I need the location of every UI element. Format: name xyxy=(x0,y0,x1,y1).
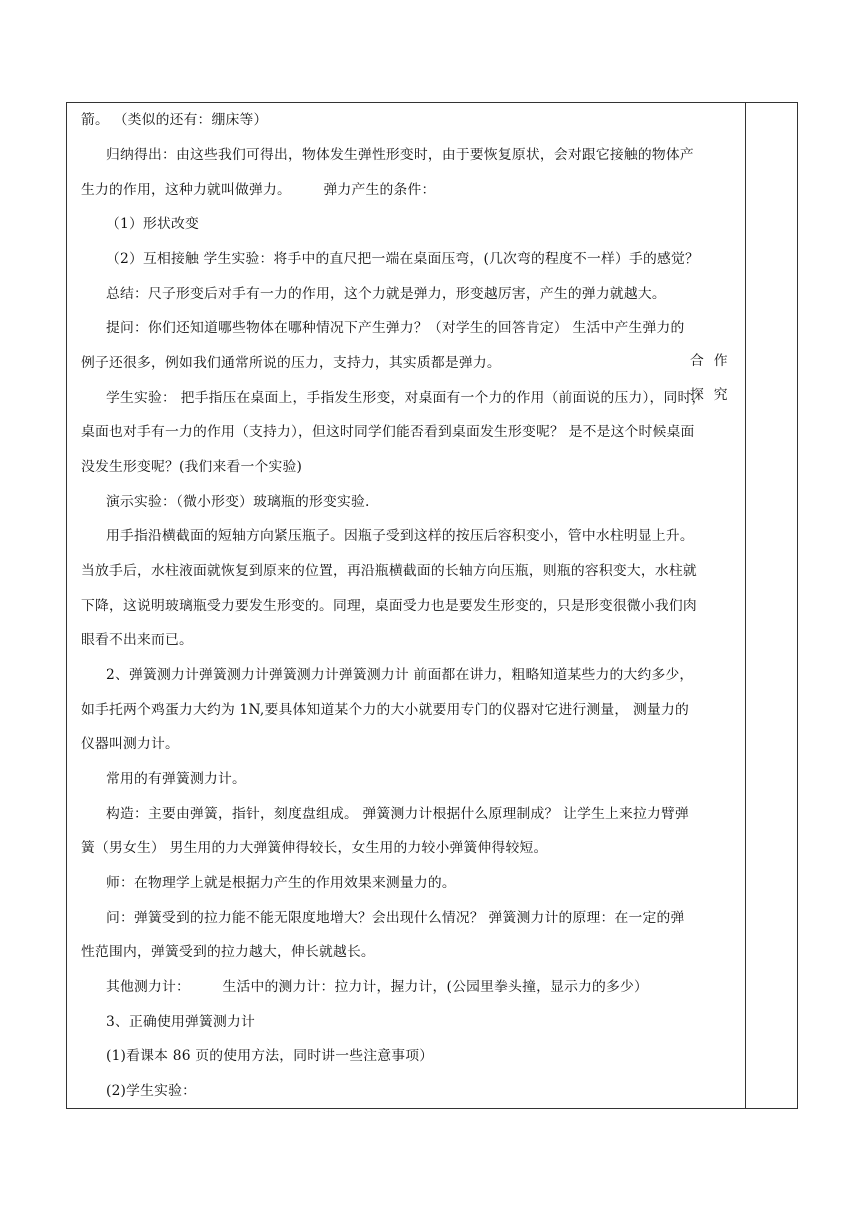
text-line: 学生实验： 把手指压在桌面上，手指发生形变，对桌面有一个力的作用（前面说的压力），同时， xyxy=(106,390,706,406)
text-line: 仪器叫测力计。 xyxy=(81,736,179,752)
column-divider xyxy=(745,103,746,1108)
text-line: 眼看不出来而已。 xyxy=(81,632,193,648)
text-line: 3、正确使用弹簧测力计 xyxy=(106,1014,255,1030)
text-line: 演示实验：（微小形变）玻璃瓶的形变实验. xyxy=(106,494,370,510)
text-line: 性范围内，弹簧受到的拉力越大，伸长就越长。 xyxy=(81,944,375,960)
text-line: (1)看课本 86 页的使用方法，同时讲一些注意事项） xyxy=(106,1048,434,1064)
text-line: (2)学生实验： xyxy=(106,1083,197,1099)
text-line: （2）互相接触 学生实验：将手中的直尺把一端在桌面压弯，(几次弯的程度不一样）手的感觉？ xyxy=(106,251,700,267)
text-line: 箭。 （类似的还有：绷床等） xyxy=(81,112,268,128)
text-line: 常用的有弹簧测力计。 xyxy=(106,771,246,787)
text-line: 归纳得出：由这些我们可得出，物体发生弹性形变时，由于要恢复原状，会对跟它接触的物体产 xyxy=(106,147,694,163)
text-line: 当放手后，水柱液面就恢复到原来的位置，再沿瓶横截面的长轴方向压瓶，则瓶的容积变大，水柱就 xyxy=(81,563,697,579)
text-line: （1）形状改变 xyxy=(106,216,199,232)
text-line: 生力的作用，这种力就叫做弹力。 弹力产生的条件： xyxy=(81,182,436,198)
text-line: 簧（男女生） 男生用的力大弹簧伸得较长，女生用的力较小弹簧伸得较短。 xyxy=(81,840,548,856)
text-line: 用手指沿横截面的短轴方向紧压瓶子。因瓶子受到这样的按压后容积变小，管中水柱明显上升。 xyxy=(106,528,694,544)
lesson-table xyxy=(66,102,798,1109)
text-line: 如手托两个鸡蛋力大约为 1N,要具体知道某个力的大小就要用专门的仪器对它进行测量， 测量力的 xyxy=(81,702,689,718)
side-label-line-1: 合作 xyxy=(690,353,738,369)
side-label-line-2: 探究 xyxy=(690,387,738,403)
text-line: 桌面也对手有一力的作用（支持力），但这时同学们能否看到桌面发生形变呢？ 是不是这个时候桌面 xyxy=(81,424,695,440)
text-line: 其他测力计： 生活中的测力计：拉力计，握力计，(公园里拳头撞，显示力的多少） xyxy=(106,979,649,995)
text-line: 例子还很多，例如我们通常所说的压力，支持力，其实质都是弹力。 xyxy=(81,355,501,371)
text-line: 提问：你们还知道哪些物体在哪种情况下产生弹力？（对学生的回答肯定） 生活中产生弹力的 xyxy=(106,320,685,336)
text-line: 问：弹簧受到的拉力能不能无限度地增大？会出现什么情况？ 弹簧测力计的原理：在一定的弹 xyxy=(106,910,685,926)
text-line: 总结：尺子形变后对手有一力的作用，这个力就是弹力，形变越厉害，产生的弹力就越大。 xyxy=(106,286,666,302)
text-line: 构造：主要由弹簧，指针，刻度盘组成。 弹簧测力计根据什么原理制成？ 让学生上来拉力臂弹 xyxy=(106,806,690,822)
text-line: 2、弹簧测力计弹簧测力计弹簧测力计弹簧测力计 前面都在讲力，粗略知道某些力的大约多少， xyxy=(106,667,694,683)
text-line: 下降，这说明玻璃瓶受力要发生形变的。同理，桌面受力也是要发生形变的，只是形变很微小我们肉 xyxy=(81,598,697,614)
lesson-content-cell xyxy=(67,103,745,1108)
text-line: 师：在物理学上就是根据力产生的作用效果来测量力的。 xyxy=(106,875,456,891)
text-line: 没发生形变呢？(我们来看一个实验) xyxy=(81,459,303,475)
